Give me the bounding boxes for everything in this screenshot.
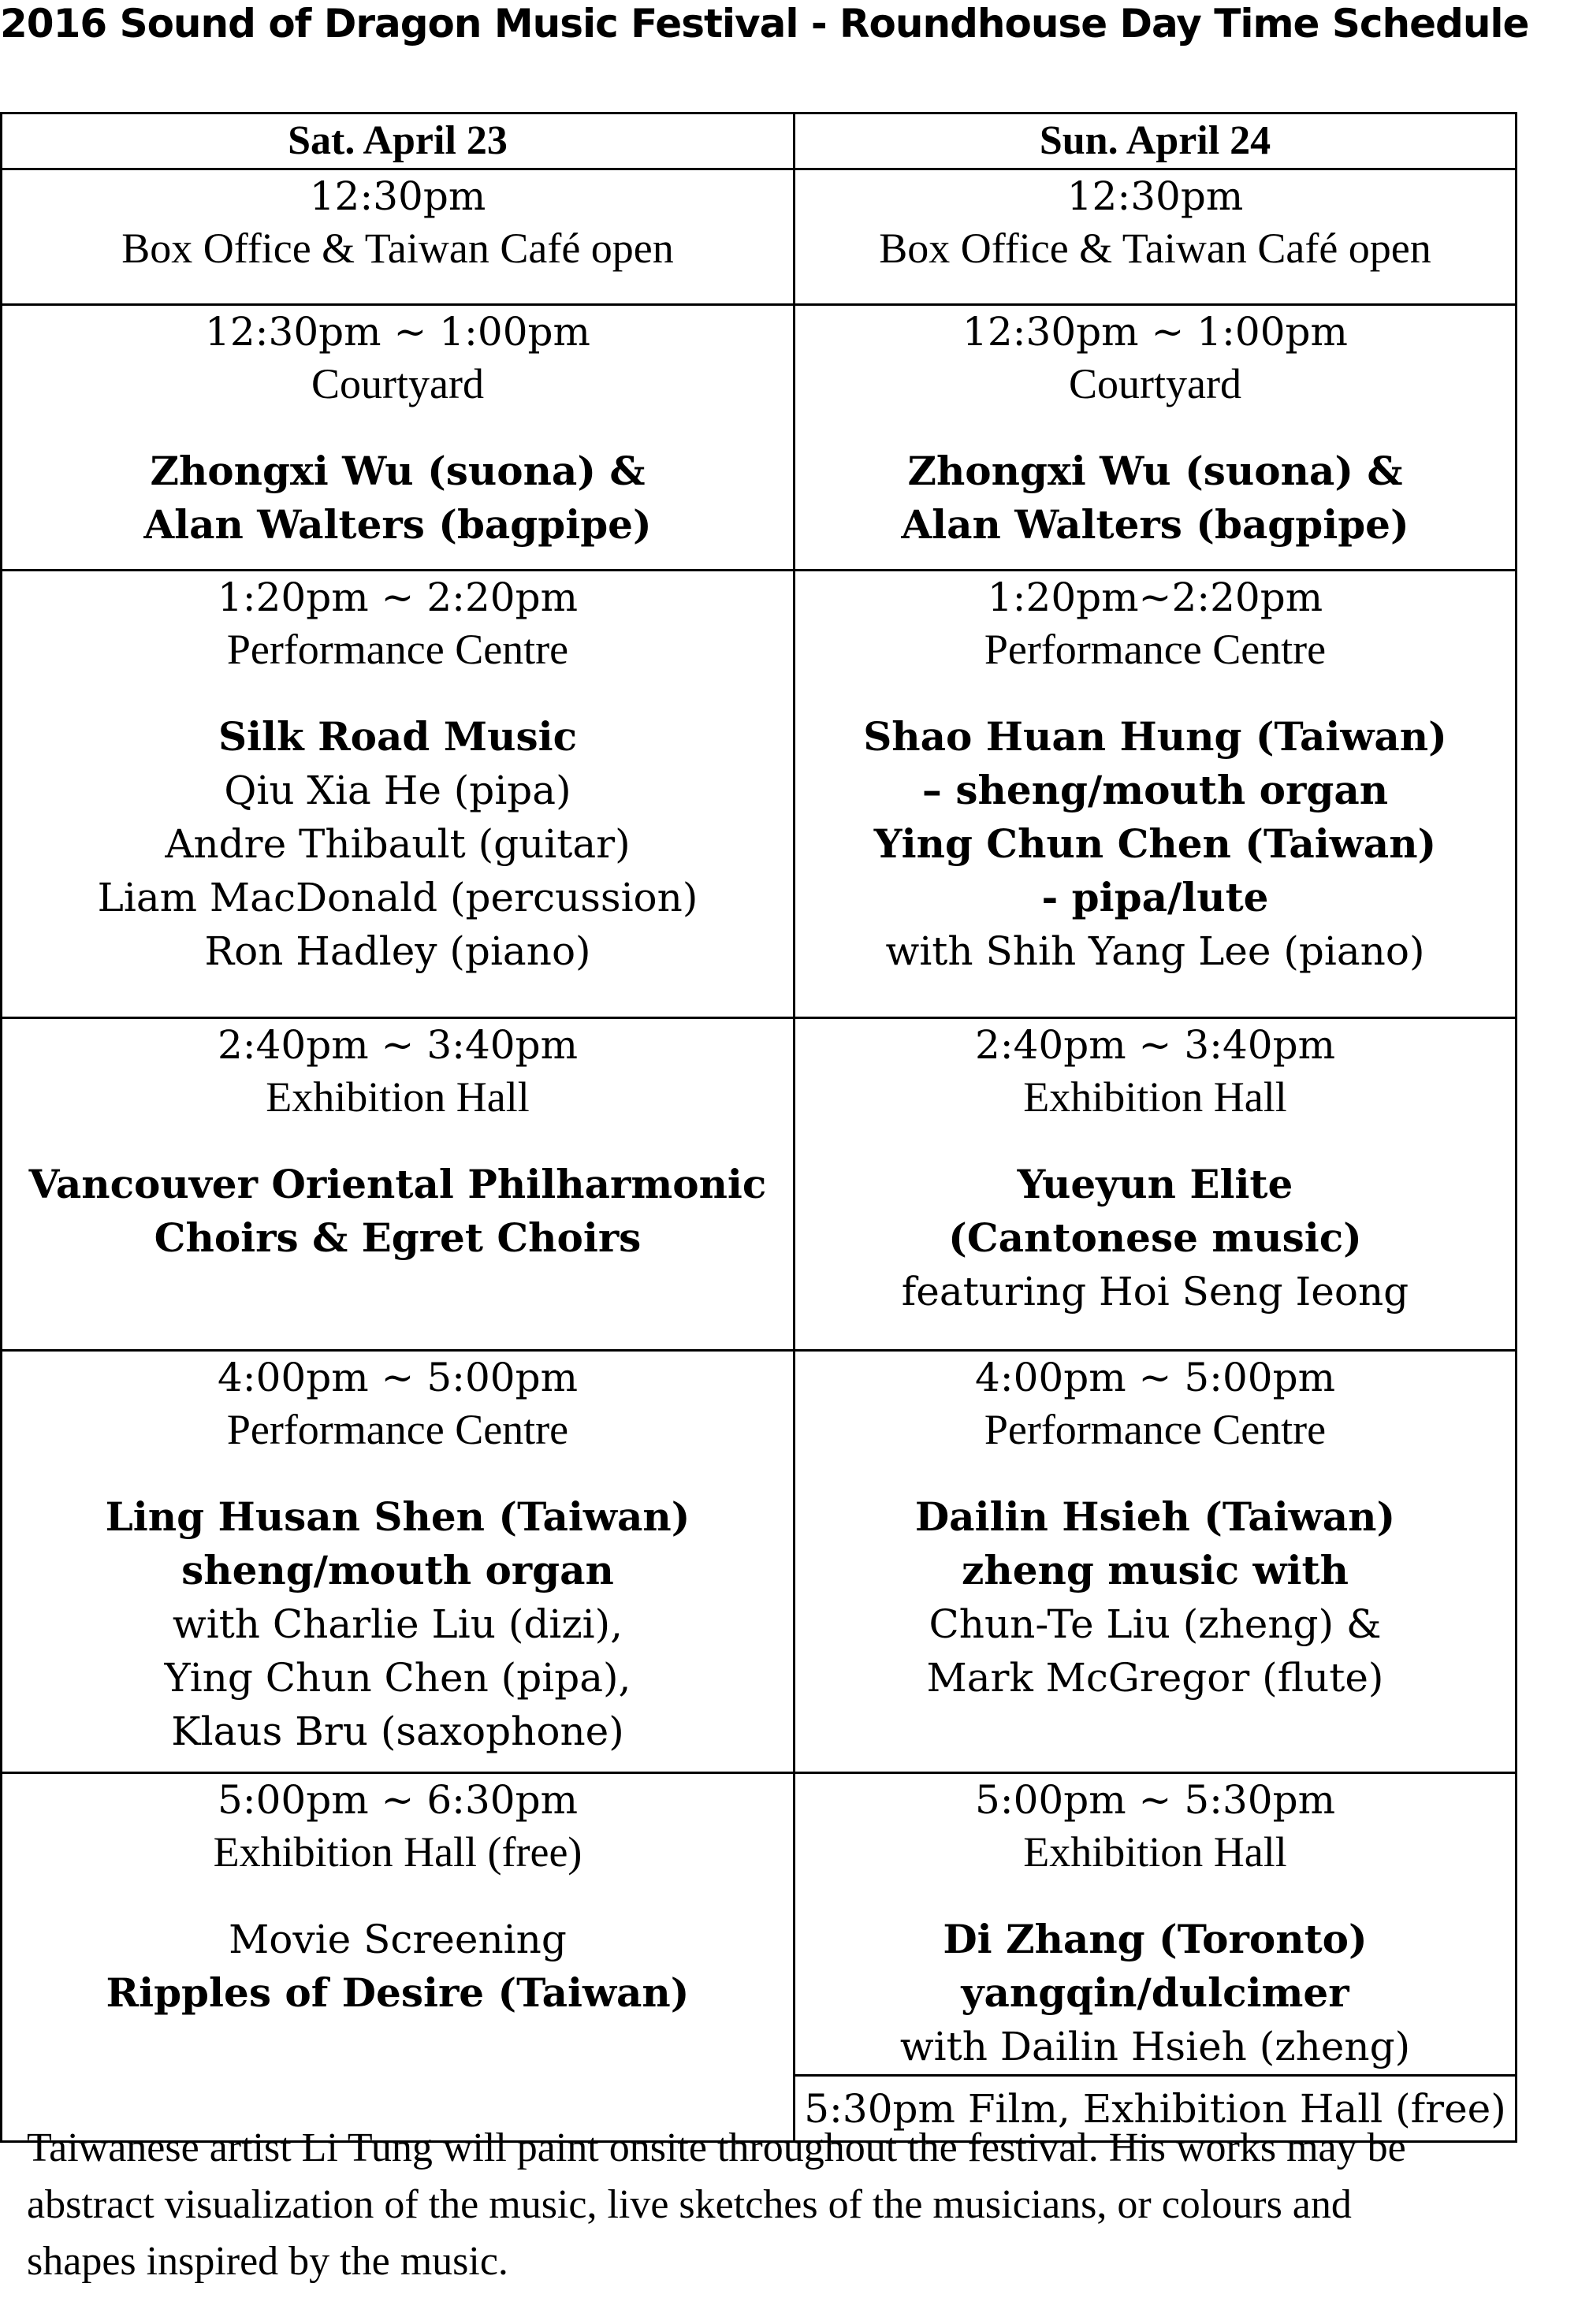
schedule-row (2, 1018, 1517, 1351)
page-title: 2016 Sound of Dragon Music Festival - Roundhouse Day Time Schedule (0, 1, 1529, 46)
saturday-slot (2, 1018, 795, 1351)
event-venue: Box Office & Taiwan Café open (879, 225, 1431, 272)
event-time: 12:30pm ~ 1:00pm (962, 309, 1348, 355)
performer-name: Ying Chun Chen (Taiwan) (873, 820, 1437, 867)
day-header-row (2, 113, 1517, 169)
performer-name: sheng/mouth organ (181, 1547, 614, 1593)
saturday-slot (2, 571, 795, 1018)
event-time: 4:00pm ~ 5:00pm (217, 1355, 579, 1400)
schedule-table (0, 112, 1517, 2143)
performer-name: Alan Walters (bagpipe) (901, 501, 1409, 548)
performer-detail: Andre Thibault (guitar) (165, 821, 631, 867)
performer-name: Choirs & Egret Choirs (154, 1214, 642, 1261)
performer-detail: with Dailin Hsieh (zheng) (899, 2024, 1411, 2069)
spacer (800, 410, 1510, 444)
performer-name: - pipa/lute (1041, 874, 1269, 920)
performer-detail: Liam MacDonald (percussion) (97, 875, 698, 920)
performer-name: Shao Huan Hung (Taiwan) (863, 713, 1447, 760)
schedule-row (2, 305, 1517, 571)
performer-name: Di Zhang (Toronto) (943, 1916, 1368, 1962)
performer-name: Ling Husan Shen (Taiwan) (105, 1493, 690, 1540)
performer-name: Dailin Hsieh (Taiwan) (914, 1493, 1396, 1540)
schedule-row (2, 169, 1517, 305)
event-venue: Box Office & Taiwan Café open (121, 225, 674, 272)
event-time: 2:40pm ~ 3:40pm (217, 1022, 579, 1068)
sunday-slot (795, 1351, 1517, 1773)
event-venue: Exhibition Hall (266, 1073, 530, 1121)
performer-detail: Mark McGregor (flute) (926, 1655, 1384, 1701)
artist-note-line: abstract visualization of the music, live sketches of the musicians, or colours and (27, 2182, 1352, 2227)
saturday-slot (2, 1773, 795, 2142)
event-time: 4:00pm ~ 5:00pm (974, 1355, 1336, 1400)
saturday-slot (2, 169, 795, 305)
event-time: 12:30pm ~ 1:00pm (205, 309, 590, 355)
performer-name: yangqin/dulcimer (961, 1969, 1349, 2016)
performer-detail: Qiu Xia He (pipa) (224, 768, 571, 813)
performer-name: Yueyun Elite (1017, 1161, 1293, 1207)
performer-detail: Chun-Te Liu (zheng) & (929, 1601, 1382, 1647)
event-venue: Performance Centre (226, 626, 569, 673)
event-venue: Courtyard (311, 360, 484, 407)
event-time: 1:20pm ~ 2:20pm (217, 574, 579, 620)
event-venue: Performance Centre (984, 1406, 1327, 1453)
performer-name: – sheng/mouth organ (921, 767, 1389, 813)
schedule-row (2, 1351, 1517, 1773)
event-time: 2:40pm ~ 3:40pm (974, 1022, 1336, 1068)
film-screening: 5:30pm Film, Exhibition Hall (free) (804, 2085, 1506, 2132)
saturday-slot (2, 1351, 795, 1773)
spacer (800, 1123, 1510, 1158)
event-venue: Performance Centre (226, 1406, 569, 1453)
artist-note (27, 2120, 1578, 2290)
event-venue: Courtyard (1069, 360, 1241, 407)
performer-name: Ripples of Desire (Taiwan) (106, 1969, 690, 2016)
performer-detail: with Charlie Liu (dizi), (172, 1601, 623, 1647)
spacer (7, 1878, 788, 1913)
performer-name: Vancouver Oriental Philharmonic (28, 1161, 767, 1207)
artist-note-line: shapes inspired by the music. (27, 2239, 508, 2284)
performer-name: (Cantonese music) (948, 1214, 1362, 1261)
spacer (800, 1456, 1510, 1490)
event-time: 5:00pm ~ 5:30pm (974, 1777, 1336, 1823)
event-time: 5:00pm ~ 6:30pm (217, 1777, 579, 1823)
event-venue: Exhibition Hall (1023, 1073, 1287, 1121)
sunday-slot (795, 571, 1517, 1018)
day-header-sunday: Sun. April 24 (795, 113, 1517, 169)
schedule-row (2, 571, 1517, 1018)
performer-detail: Klaus Bru (saxophone) (171, 1709, 624, 1754)
sunday-slot (795, 1018, 1517, 1351)
spacer (7, 1123, 788, 1158)
performer-detail: with Shih Yang Lee (piano) (885, 928, 1425, 974)
event-time: 1:20pm~2:20pm (987, 574, 1323, 620)
day-header-saturday: Sat. April 23 (2, 113, 795, 169)
spacer (800, 675, 1510, 710)
sunday-slot (795, 169, 1517, 305)
performer-detail: Ying Chun Chen (pipa), (164, 1655, 631, 1701)
event-time: 12:30pm (309, 173, 486, 219)
performer-detail: featuring Hoi Seng Ieong (901, 1269, 1409, 1314)
event-label: Movie Screening (229, 1917, 567, 1962)
spacer (7, 1456, 788, 1490)
artist-note-line: Taiwanese artist Li Tung will paint onsite throughout the festival. His works may be (27, 2125, 1406, 2170)
spacer (800, 1878, 1510, 1913)
performer-detail: Ron Hadley (piano) (204, 928, 591, 974)
sunday-slot (795, 305, 1517, 571)
performer-name: Silk Road Music (218, 713, 578, 760)
performer-name: Zhongxi Wu (suona) & (907, 448, 1403, 494)
sunday-slot (795, 1773, 1517, 2076)
event-venue: Performance Centre (984, 626, 1327, 673)
performer-name: Alan Walters (bagpipe) (143, 501, 652, 548)
event-venue: Exhibition Hall (free) (213, 1828, 582, 1876)
spacer (7, 410, 788, 444)
event-time: 12:30pm (1066, 173, 1244, 219)
performer-name: zheng music with (961, 1547, 1349, 1593)
schedule-row (2, 1773, 1517, 2076)
saturday-slot (2, 305, 795, 571)
event-venue: Exhibition Hall (1023, 1828, 1287, 1876)
performer-name: Zhongxi Wu (suona) & (150, 448, 646, 494)
spacer (7, 675, 788, 710)
